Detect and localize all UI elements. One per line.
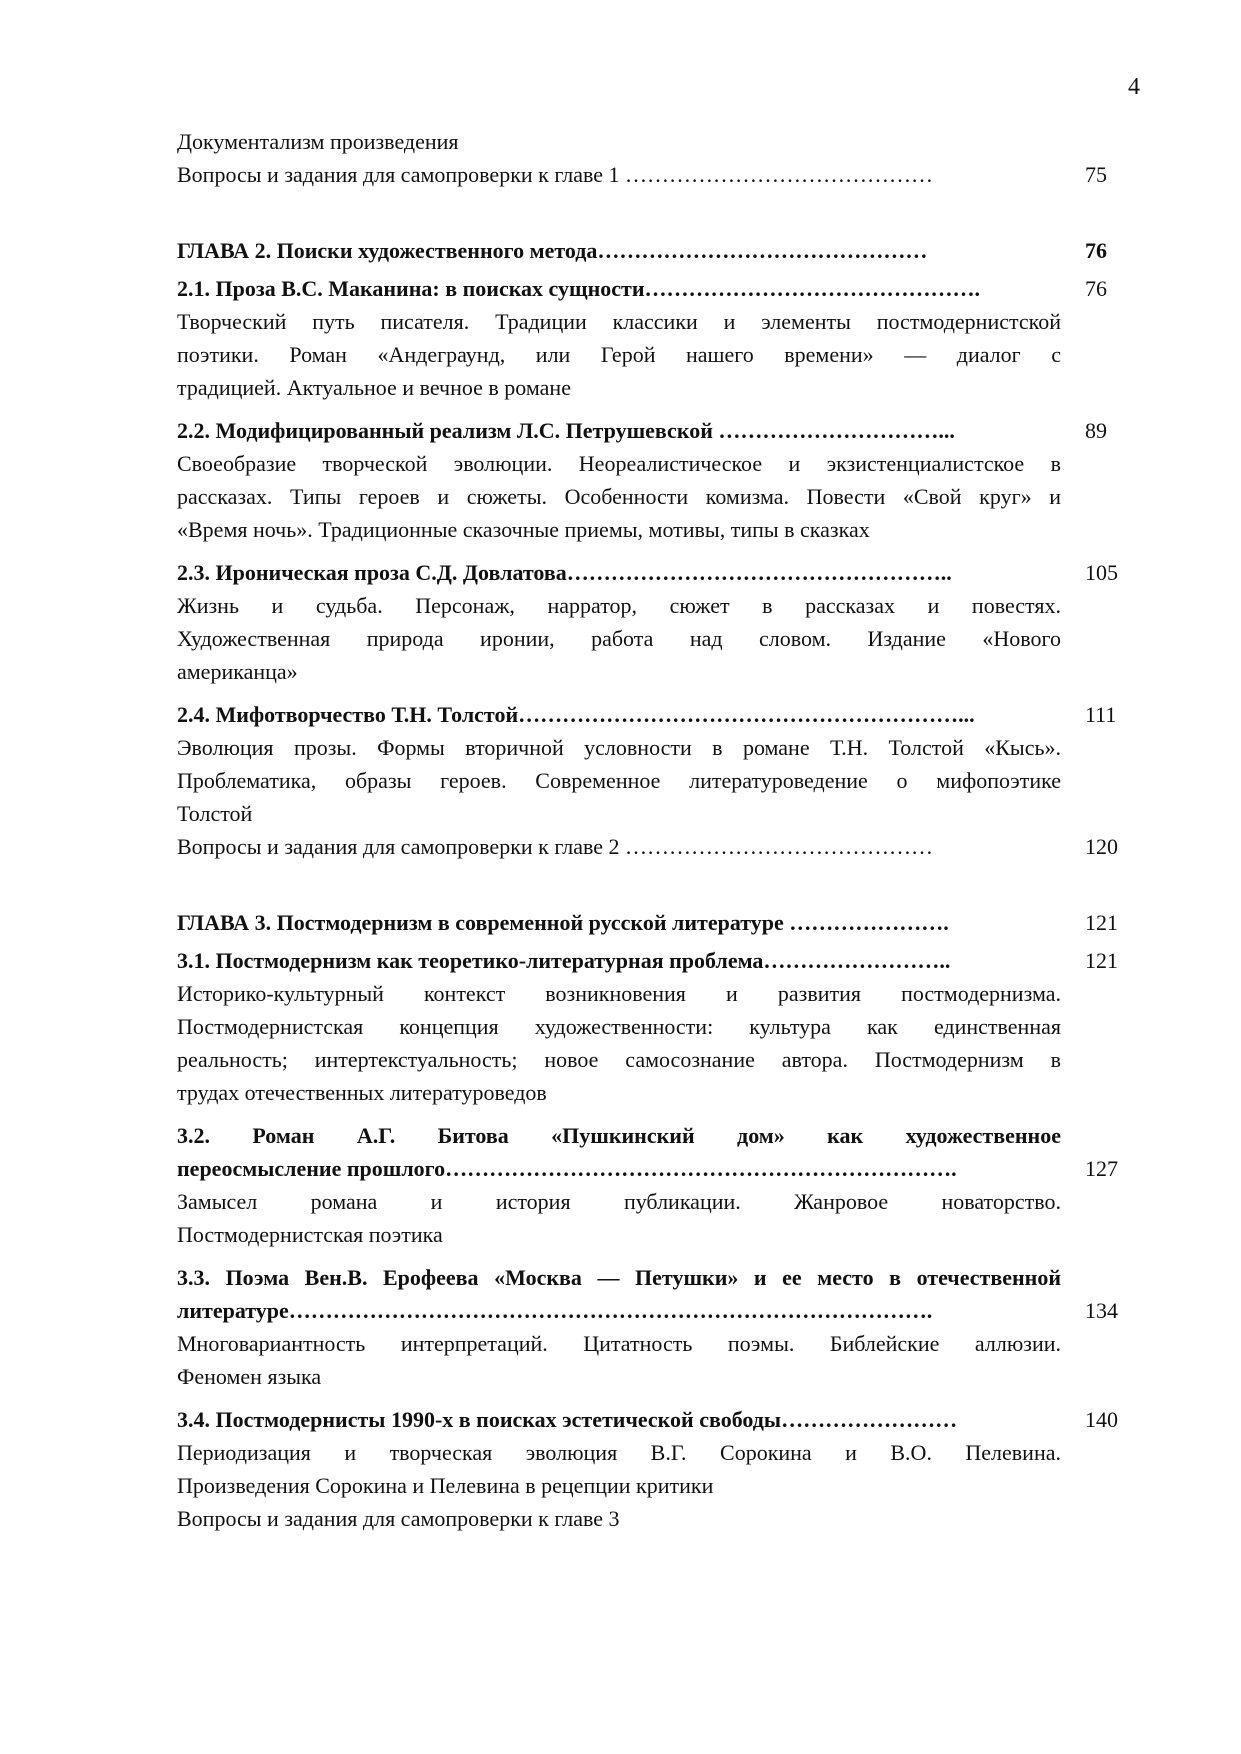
toc-entry-ch3-questions[interactable] [177, 1502, 1097, 1535]
toc-text: Документализм произведения [177, 129, 459, 154]
toc-desc-line [177, 1360, 1097, 1393]
toc-desc-line [177, 447, 1097, 480]
toc-desc-line [177, 1469, 1097, 1502]
toc-page-number: 76 [1085, 238, 1107, 263]
toc-desc-text: трудах отечественных литературоведов [177, 1080, 547, 1105]
toc-page-number: 76 [1085, 276, 1107, 301]
toc-section-3-2[interactable] [177, 1152, 1118, 1185]
toc-desc-text: Жизнь и судьба. Персонаж, нарратор, сюжет в рассказах и повестях. [177, 593, 1061, 618]
toc-desc-text: Историко-культурный контекст возникновения и развития постмодернизма. [177, 981, 1061, 1006]
toc-desc-line [177, 1218, 1097, 1251]
toc-page-number: 120 [1085, 834, 1118, 859]
toc-page-number: 75 [1085, 162, 1107, 187]
toc-desc-line [177, 338, 1097, 371]
toc-entry-label: 3.3. Поэма Вен.В. Ерофеева «Москва — Петушки» и ее место в отечественной [177, 1265, 1061, 1290]
toc-page-number: 127 [1085, 1156, 1118, 1181]
toc-page-number: 89 [1085, 418, 1107, 443]
toc-desc-text: реальность; интертекстуальность; новое самосознание автора. Постмодернизм в [177, 1047, 1061, 1072]
toc-desc-text: Своеобразие творческой эволюции. Неореалистическое и экзистенциалистское в [177, 451, 1061, 476]
toc-desc-text: Постмодернистская поэтика [177, 1222, 443, 1247]
toc-section-3-2-title[interactable] [177, 1119, 1097, 1152]
toc-page-number: 140 [1085, 1407, 1118, 1432]
toc-desc-line [177, 977, 1097, 1010]
toc-entry-label: 2.2. Модифицированный реализм Л.С. Петрушевской …………………………... [177, 418, 955, 443]
toc-desc-line [177, 1436, 1097, 1469]
toc-entry-label: переосмысление прошлого……………………………………………………………. [177, 1156, 957, 1181]
toc-desc-line [177, 589, 1097, 622]
toc-desc-text: Постмодернистская концепция художественности: культура как единственная [177, 1014, 1061, 1039]
toc-section-3-3-title[interactable] [177, 1261, 1097, 1294]
toc-entry-label: литературе……………………………………………………………………………. [177, 1298, 933, 1323]
toc-desc-text: поэтики. Роман «Андеграунд, или Герой нашего времени» — диалог с [177, 342, 1061, 367]
toc-entry-ch2-questions[interactable] [177, 830, 1118, 863]
toc-entry-label: ГЛАВА 2. Поиски художественного метода……………………………………… [177, 238, 928, 263]
toc-desc-text: Проблематика, образы героев. Современное литературоведение о мифопоэтике [177, 768, 1061, 793]
toc-desc-text: Многовариантность интерпретаций. Цитатность поэмы. Библейские аллюзии. [177, 1331, 1061, 1356]
toc-desc-text: Феномен языка [177, 1364, 322, 1389]
toc-section-3-1[interactable] [177, 944, 1118, 977]
toc-section-3-4[interactable] [177, 1403, 1118, 1436]
table-of-contents [177, 125, 1118, 1535]
toc-desc-line [177, 1327, 1097, 1360]
toc-desc-line [177, 655, 1097, 688]
toc-entry-label: Вопросы и задания для самопроверки к главе 1 …………………………………… [177, 162, 934, 187]
toc-chapter-2[interactable] [177, 234, 1107, 267]
toc-desc-text: Творческий путь писателя. Традиции классики и элементы постмодернистской [177, 309, 1061, 334]
toc-page-number: 111 [1085, 702, 1117, 727]
toc-entry-label: 2.1. Проза В.С. Маканина: в поисках сущности………………………………………. [177, 276, 981, 301]
toc-entry-label: 3.4. Постмодернисты 1990-х в поисках эстетической свободы…………………… [177, 1407, 958, 1432]
page-number: 4 [1128, 74, 1140, 100]
toc-desc-text: американца» [177, 659, 298, 684]
toc-section-2-2[interactable] [177, 414, 1107, 447]
toc-desc-text: традицией. Актуальное и вечное в романе [177, 375, 571, 400]
toc-page-number: 105 [1085, 560, 1118, 585]
toc-chapter-3[interactable] [177, 906, 1118, 939]
toc-entry-label: ГЛАВА 3. Постмодернизм в современной русской литературе …………………. [177, 910, 949, 935]
toc-desc-line [177, 764, 1097, 797]
toc-entry-label: Вопросы и задания для самопроверки к главе 3 [177, 1506, 620, 1531]
toc-entry-label: 2.3. Ироническая проза С.Д. Довлатова…………………………………………….. [177, 560, 952, 585]
toc-section-2-3[interactable] [177, 556, 1118, 589]
toc-desc-text: Произведения Сорокина и Пелевина в рецепции критики [177, 1473, 714, 1498]
toc-desc-line [177, 622, 1097, 655]
toc-desc-line [177, 1043, 1097, 1076]
toc-entry-label: Вопросы и задания для самопроверки к главе 2 …………………………………… [177, 834, 934, 859]
toc-entry-ch1-questions[interactable] [177, 158, 1107, 191]
toc-desc-line [177, 1076, 1097, 1109]
toc-desc-line [177, 1010, 1097, 1043]
toc-desc-text: Периодизация и творческая эволюция В.Г. Сорокина и В.О. Пелевина. [177, 1440, 1061, 1465]
toc-entry-label: 3.2. Роман А.Г. Битова «Пушкинский дом» как художественное [177, 1123, 1061, 1148]
toc-desc-text: Толстой [177, 801, 253, 826]
toc-desc-line [177, 371, 1097, 404]
toc-page-number: 134 [1085, 1298, 1118, 1323]
toc-desc-text: Эволюция прозы. Формы вторичной условности в романе Т.Н. Толстой «Кысь». [177, 735, 1061, 760]
toc-desc-line [177, 731, 1097, 764]
toc-entry-label: 2.4. Мифотворчество Т.Н. Толстой……………………………………………………... [177, 702, 975, 727]
toc-desc-line [177, 480, 1097, 513]
toc-desc-text: Художественная природа иронии, работа над словом. Издание «Нового [177, 626, 1061, 651]
toc-desc-text: рассказах. Типы героев и сюжеты. Особенности комизма. Повести «Свой круг» и [177, 484, 1061, 509]
toc-desc-line [177, 305, 1097, 338]
toc-desc-text: «Время ночь». Традиционные сказочные приемы, мотивы, типы в сказках [177, 517, 870, 542]
toc-text-line [177, 125, 1097, 158]
toc-desc-line [177, 1185, 1097, 1218]
toc-page-number: 121 [1085, 910, 1118, 935]
toc-section-3-3[interactable] [177, 1294, 1118, 1327]
toc-entry-label: 3.1. Постмодернизм как теоретико-литературная проблема…………………….. [177, 948, 951, 973]
toc-desc-line [177, 797, 1097, 830]
toc-section-2-4[interactable] [177, 698, 1117, 731]
toc-desc-text: Замысел романа и история публикации. Жанровое новаторство. [177, 1189, 1061, 1214]
toc-section-2-1[interactable] [177, 272, 1107, 305]
toc-desc-line [177, 513, 1097, 546]
toc-page-number: 121 [1085, 948, 1118, 973]
